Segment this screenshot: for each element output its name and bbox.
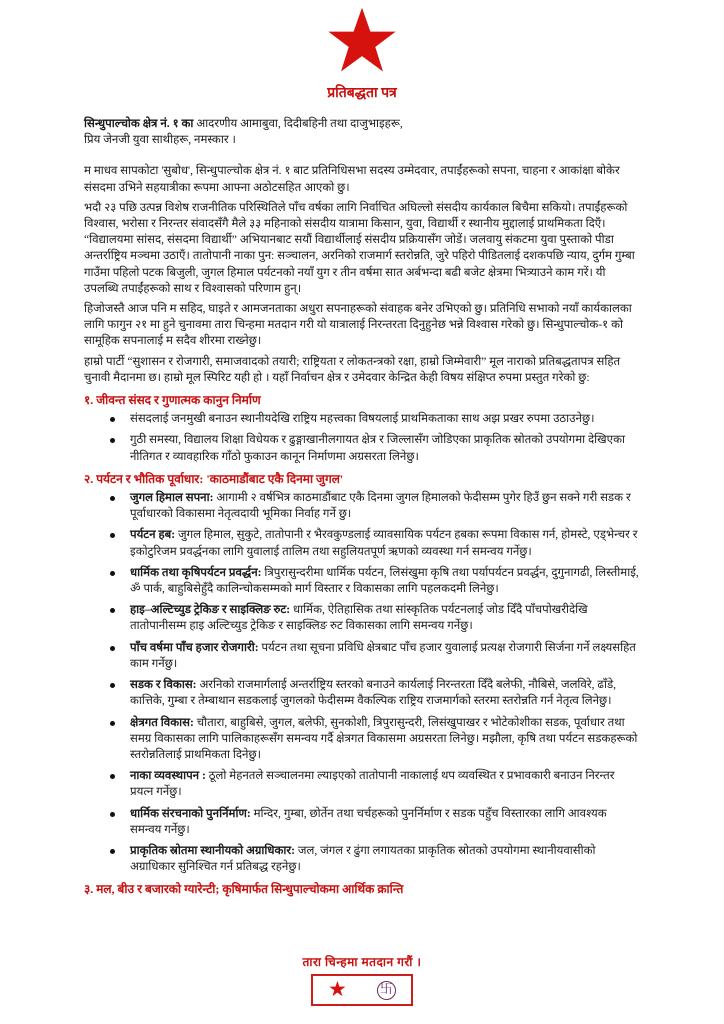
bullet-lead: जुगल हिमाल सपना: — [130, 491, 214, 505]
letter-paragraph: म माधव सापकोटा 'सुबोध', सिन्धुपाल्चोक क्षेत्र नं. १ बाट प्रतिनिधिसभा सदस्य उम्मेदवार, तपाईंहरूको सपना, चाहना र आकांक्षा बोकेर संसदमा उभिने सहयात्रीका रूपमा आफ्ना अठोटसहित आएको छु। — [84, 164, 620, 194]
section-heading: २. पर्यटन र भौतिक पूर्वाधार: 'काठमाडौंबाट एकै दिनमा जुगल' — [84, 471, 344, 486]
bullet-lead: नाका व्यवस्थापन : — [130, 769, 206, 783]
letter-footer — [0, 953, 724, 1006]
commitment-bullet: पर्यटन हब: जुगल हिमाल, सुकुटे, तातोपानी र भैरवकुण्डलाई व्यावसायिक पर्यटन हबका रूपमा विकास गर्न, होमस्टे, एड्भेन्चर र इकोटुरिजम प्रवर्द्धनका लागि युवालाई तालिम तथा सहुलियतपूर्ण ऋणको व्यवस्था गर्न समन्वय गर्नेछु। — [84, 527, 640, 559]
vote-slogan: तारा चिन्हमा मतदान गरौं । — [302, 955, 422, 969]
commitment-bullet: संसदलाई जनमुखी बनाउन स्थानीयदेखि राष्ट्रिय महत्त्वका विषयलाई प्राथमिकताका साथ अझ प्रखर रुपमा उठाउनेछु। — [84, 411, 640, 427]
page-title: प्रतिबद्धता पत्र — [327, 86, 397, 101]
commitment-bullet: धार्मिक तथा कृषिपर्यटन प्रवर्द्धन: त्रिपुरासुन्दरीमा धार्मिक पर्यटन, लिसंखुमा कृषि तथा पर्यापर्यटन प्रवर्द्धन, दुगुनागढी, लिस्तीमाई, ॐ पार्क, बाहुबिसेहुँदै कालिन्चोकसम्मको मार्ग विस्तार र विकासका लागि पहलकदमी लिनेछु। — [84, 565, 640, 597]
swastika-stamp-icon: 卐 — [377, 981, 396, 1000]
commitment-bullet: जुगल हिमाल सपना: आगामी २ वर्षभित्र काठमाडौंबाट एकै दिनमा जुगल हिमालको फेदीसम्म पुगेर हिउँ छुन सक्ने गरी सडक र पूर्वाधारको विकासमा नेतृत्वदायी भूमिका निर्वाह गर्ने छु। — [84, 490, 640, 522]
salutation — [84, 116, 640, 148]
ballot-star-icon: ★ — [328, 976, 347, 1001]
bullet-lead: पाँच वर्षमा पाँच हजार रोजगारी: — [130, 640, 259, 654]
letter-paragraphs — [84, 163, 640, 386]
bullet-lead: धार्मिक संरचनाको पुनर्निर्माण: — [130, 806, 251, 820]
section-heading: ३. मल, बीउ र बजारको ग्यारेन्टी; कृषिमार्फत सिन्धुपाल्चोकमा आर्थिक क्रान्ति — [84, 882, 404, 897]
bullet-lead: पर्यटन हब: — [130, 528, 176, 542]
letter-paragraph: हिजोजस्तै आज पनि म सहिद, घाइते र आमजनताका अधुरा सपनाहरूको संवाहक बनेर उभिएको छु। प्रतिनिधि सभाको नयाँ कार्यकालका लागि फागुन २१ मा हुने चुनावमा तारा चिन्हमा मतदान गरी यो यात्रालाई निरन्तरता दिनुहुनेछ भन्ने विश्वास गरेको छु। सिन्धुपाल्चोक-१ को सामूहिक सपनालाई म सदैव शीरमा राख्नेछु। — [84, 302, 632, 348]
letter-paragraph: हाम्रो पार्टी “सुशासन र रोजगारी, समाजवादको तयारी; राष्ट्रियता र लोकतन्त्रको रक्षा, हाम्रो जिम्मेवारी” मूल नाराको प्रतिबद्धतापत्र सहित चुनावी मैदानमा छ। हाम्रो मूल स्पिरिट यही हो । यहाँ निर्वाचन क्षेत्र र उमेदवार केन्द्रित केही विषय संक्षिप्त रुपमा प्रस्तुत गरेको छु: — [84, 354, 621, 384]
commitment-bullet: क्षेत्रगत विकास: चौतारा, बाहुबिसे, जुगल, बलेफी, सुनकोशी, त्रिपुरासुन्दरी, लिसंखुपाखर र भोटेकोशीका सडक, पूर्वाधार तथा समग्र विकासका लागि पालिकाहरूसँग समन्वय गर्दै क्षेत्रगत विकासमा अग्रसरता लिनेछु। मझौला, कृषि तथा पर्यटन सडकहरूको स्तरोन्नतिलाई प्राथमिकता दिनेछु। — [84, 715, 640, 764]
commitment-sections — [84, 392, 640, 897]
section-bullet-list — [84, 411, 640, 465]
salutation-line-1-rest: आदरणीय आमाबुवा, दिदीबहिनी तथा दाजुभाइहरू, — [193, 117, 403, 130]
letter-header — [0, 0, 724, 102]
commitment-bullet: पाँच वर्षमा पाँच हजार रोजगारी: पर्यटन तथा सूचना प्रविधि क्षेत्रबाट पाँच हजार युवालाई प्रत्यक्ष रोजगारी सिर्जना गर्ने लक्ष्यसहित काम गर्नेछु। — [84, 640, 640, 672]
bullet-lead: क्षेत्रगत विकास: — [130, 715, 194, 729]
ballot-symbol-box — [311, 974, 413, 1006]
bullet-lead: प्राकृतिक स्रोतमा स्थानीयको अग्राधिकार: — [130, 843, 296, 857]
constituency-name: सिन्धुपाल्चोक क्षेत्र नं. १ का — [84, 117, 194, 130]
letter-body — [0, 102, 724, 898]
salutation-line-2: प्रिय जेनजी युवा साथीहरू, नमस्कार । — [84, 133, 236, 147]
section-heading: १. जीवन्त संसद र गुणात्मक कानुन निर्माण — [84, 393, 261, 408]
party-star-icon — [327, 6, 397, 79]
commitment-bullet: नाका व्यवस्थापन : ठूलो मेहनतले सञ्चालनमा ल्याइएको तातोपानी नाकालाई थप व्यवस्थित र प्रभावकारी बनाउन निरन्तर प्रयत्न गर्नेछु। — [84, 768, 640, 800]
salutation-line-1 — [84, 116, 640, 132]
letter-paragraph: भदौ २३ पछि उत्पन्न विशेष राजनीतिक परिस्थितिले पाँच वर्षका लागि निर्वाचित अघिल्लो संसदीय कार्यकाल बिचैमा सकियो। तपाईंहरूको विश्वास, भरोसा र निरन्तर संवादसँगै मैले ३३ महिनाको संसदीय यात्रामा किसान, युवा, विद्यार्थी र स्थानीय मुद्दालाई प्राथमिकता दिएँ। “विद्यालयमा सांसद, संसदमा विद्यार्थी” अभियानबाट सयौं विद्यार्थीलाई संसदीय प्रक्रियासँग जोडें। जलवायु संकटमा युवा पुस्ताको पीडा अन्तर्राष्ट्रिय मञ्चमा उठाएँ। तातोपानी नाका पुन: सञ्चालन, अरनिको राजमार्ग स्तरोन्नति, जुरे पहिरो पीडितलाई दशकपछि न्याय, दुर्गम गुम्बा गाउँमा पहिलो पटक बिजुली, जुगल हिमाल पर्यटनको नयाँ युग र तीन वर्षमा सात अर्बभन्दा बढी बजेट क्षेत्रमा भित्र्याउने काम गरें। यी उपलब्धि तपाईंहरूको साथ र विश्वासको परिणाम हुन्। — [84, 200, 635, 295]
commitment-bullet: प्राकृतिक स्रोतमा स्थानीयको अग्राधिकार: जल, जंगल र ढुंगा लगायतका प्राकृतिक स्रोतको उपयोगमा स्थानीयवासीको अग्राधिकार सुनिश्चित गर्न प्रतिबद्ध रहनेछु। — [84, 843, 640, 875]
commitment-bullet: गुठी समस्या, विद्यालय शिक्षा विधेयक र ढुङ्गाखानीलगायत क्षेत्र र जिल्लासँग जोडिएका प्राकृतिक स्रोतको उपयोगमा देखिएका नीतिगत र व्यावहारिक गाँठो फुकाउन कानून निर्माणमा अग्रसरता लिनेछु। — [84, 432, 640, 464]
bullet-lead: सडक र विकास: — [130, 678, 197, 692]
bullet-lead: हाइ–अल्टिच्युड ट्रेकिङ र साइक्लिङ रुट: — [130, 603, 291, 617]
commitment-bullet: सडक र विकास: अरनिको राजमार्गलाई अन्तर्राष्ट्रिय स्तरको बनाउने कार्यलाई निरन्तरता दिँदै बलेफी, नौबिसे, जलविरे, ढाँडे, कात्तिके, गुम्बा र तेम्बाथान सडकलाई जुगलको फेदीसम्म वैकल्पिक राष्ट्रिय राजमार्गको स्तरमा स्तरोन्नति गर्न नेतृत्व लिनेछु। — [84, 677, 640, 709]
commitment-bullet: धार्मिक संरचनाको पुनर्निर्माण: मन्दिर, गुम्बा, छोर्तेन तथा चर्चहरूको पुनर्निर्माण र सडक पहुँच विस्तारका लागि आवश्यक समन्वय गर्नेछु। — [84, 806, 640, 838]
commitment-bullet: हाइ–अल्टिच्युड ट्रेकिङ र साइक्लिङ रुट: धार्मिक, ऐतिहासिक तथा सांस्कृतिक पर्यटनलाई जोड दिँदै पाँचपोखरीदेखि तातोपानीसम्म हाइ अल्टिच्युड ट्रेकिङ र साइक्लिङ रुट विकासका लागि समन्वय गर्नेछु। — [84, 602, 640, 634]
bullet-lead: धार्मिक तथा कृषिपर्यटन प्रवर्द्धन: — [130, 565, 262, 579]
section-bullet-list — [84, 490, 640, 875]
